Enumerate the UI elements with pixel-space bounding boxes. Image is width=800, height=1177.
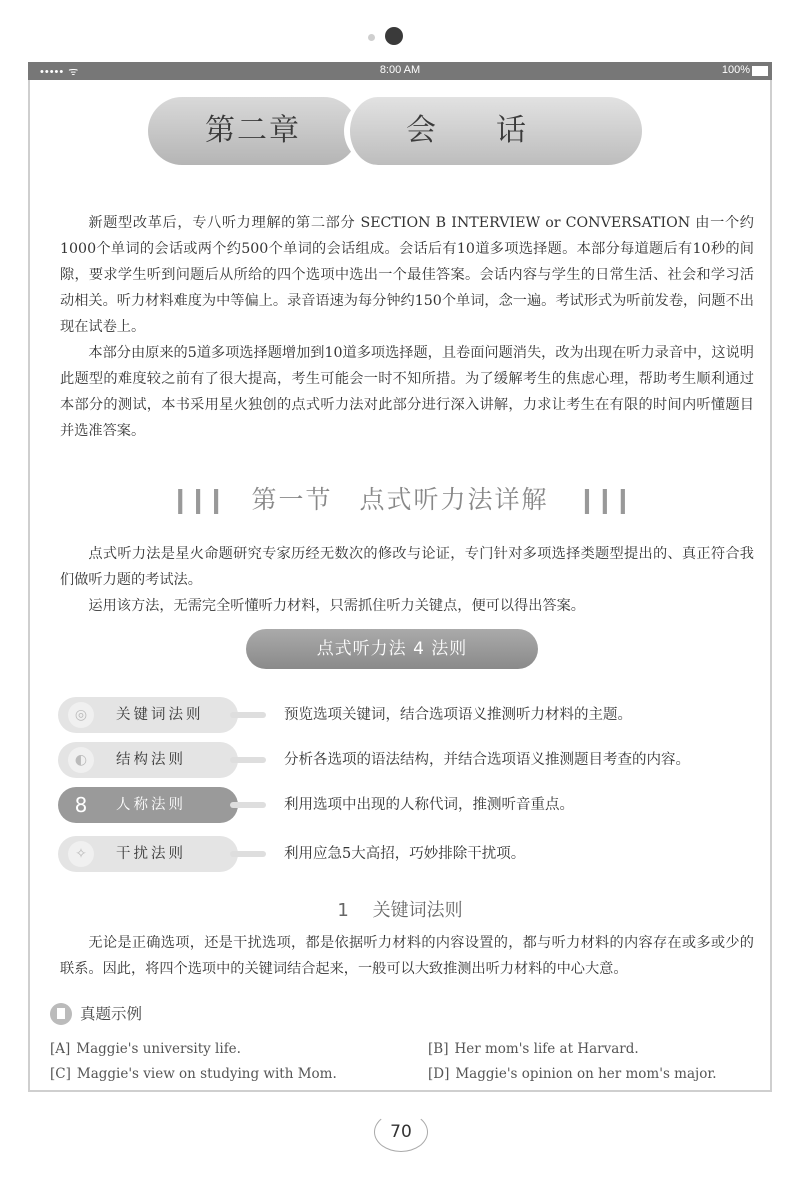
option-text: Maggie's university life.	[76, 1041, 241, 1057]
rule-pill	[58, 697, 238, 733]
target-icon: ◎	[68, 702, 94, 728]
rule-name: 关键词法则	[116, 707, 204, 723]
option-key: [A]	[50, 1041, 71, 1057]
rule-row	[58, 836, 758, 872]
status-bar	[28, 62, 772, 80]
section-heading	[0, 480, 800, 516]
battery-percent: 100%	[721, 64, 750, 76]
rule-connector	[230, 757, 266, 763]
option-key: [C]	[50, 1066, 71, 1082]
structure-icon: ◐	[68, 747, 94, 773]
rule-connector	[230, 712, 266, 718]
sparkle-icon: ✧	[68, 841, 94, 867]
option-text: Maggie's view on studying with Mom.	[76, 1066, 337, 1082]
person-icon: 8	[68, 792, 94, 818]
option-key: [D]	[428, 1066, 450, 1082]
rule-row	[58, 697, 758, 733]
subsection-number: 1	[337, 900, 349, 921]
rule-name: 结构法则	[116, 752, 186, 768]
rule-description: 利用应急5大高招，巧妙排除干扰项。	[284, 846, 526, 862]
rule-row	[58, 742, 758, 778]
chapter-number: 第二章	[148, 97, 358, 165]
rule-name: 人称法则	[116, 797, 186, 813]
document-icon	[50, 1003, 72, 1025]
option-text: Maggie's opinion on her mom's major.	[455, 1066, 717, 1082]
rule-description: 预览选项关键词，结合选项语义推测听力材料的主题。	[284, 707, 632, 723]
page-number: 70	[374, 1112, 428, 1152]
rule-pill	[58, 836, 238, 872]
example-label-text: 真题示例	[80, 1005, 143, 1023]
rule-name: 干扰法则	[116, 846, 186, 862]
option-b	[428, 1041, 639, 1057]
rule-description: 分析各选项的语法结构，并结合选项语义推测题目考查的内容。	[284, 752, 690, 768]
rules-banner: 点式听力法 4 法则	[246, 629, 538, 669]
option-text: Her mom's life at Harvard.	[454, 1041, 639, 1057]
option-a	[50, 1041, 241, 1057]
chapter-title: 会话	[344, 97, 642, 165]
rule-pill-highlighted	[58, 787, 238, 823]
rule-row	[58, 787, 758, 823]
camera	[362, 27, 422, 49]
subsection-paragraph: 无论是正确选项，还是干扰选项，都是依据听力材料的内容设置的，都与听力材料的内容存在或多或少的联系。因此，将四个选项中的关键词结合起来，一般可以大致推测出听力材料的中心大意。	[60, 935, 754, 977]
signal-indicator: ••••• ᯤ	[40, 66, 80, 78]
method-paragraph: 运用该方法，无需完全听懂听力材料，只需抓住听力关键点，便可以得出答案。	[88, 598, 585, 614]
section-title: 第一节 点式听力法详解	[251, 485, 549, 514]
method-paragraph: 点式听力法是星火命题研究专家历经无数次的修改与论证，专门针对多项选择类题型提出的、真正符合我们做听力题的考试法。	[60, 546, 754, 588]
subsection-title: 关键词法则	[372, 900, 463, 921]
rule-connector	[230, 802, 266, 808]
option-c	[50, 1066, 337, 1082]
intro-paragraph: 新题型改革后，专八听力理解的第二部分 SECTION B INTERVIEW or CONVERSATION 由一个约1000个单词的会话或两个约500个单词的会话组成。会话后有10道多项选择题。本部分每道题后有10秒的间隙，要求学生听到问题后从所给的四个选项中选出一个最佳答案。会话内容与学生的日常生活、社会和学习活动相关。听力材料难度为中等偏上。录音语速为每分钟约150个单词，念一遍。考试形式为听前发卷，问题不出现在试卷上。	[60, 215, 754, 335]
rule-connector	[230, 851, 266, 857]
intro-paragraph: 本部分由原来的5道多项选择题增加到10道多项选择题，且卷面问题消失，改为出现在听力录音中，这说明此题型的难度较之前有了很大提高，考生可能会一时不知所措。为了缓解考生的焦虑心理，帮助考生顺利通过本部分的测试，本书采用星火独创的点式听力法对此部分进行深入讲解，力求让考生在有限的时间内听懂题目并选准答案。	[60, 345, 754, 439]
decorative-bars-right: ❙❙❙	[576, 485, 631, 514]
status-time: 8:00 AM	[379, 64, 421, 76]
chapter-banner	[148, 97, 642, 165]
sensor-dot	[368, 34, 375, 41]
rule-pill	[58, 742, 238, 778]
option-d	[428, 1066, 717, 1082]
subsection-heading	[0, 896, 800, 922]
camera-lens	[385, 27, 403, 45]
decorative-bars-left: ❙❙❙	[169, 485, 224, 514]
option-key: [B]	[428, 1041, 449, 1057]
battery-icon	[752, 66, 768, 76]
rule-description: 利用选项中出现的人称代词，推测听音重点。	[284, 797, 574, 813]
